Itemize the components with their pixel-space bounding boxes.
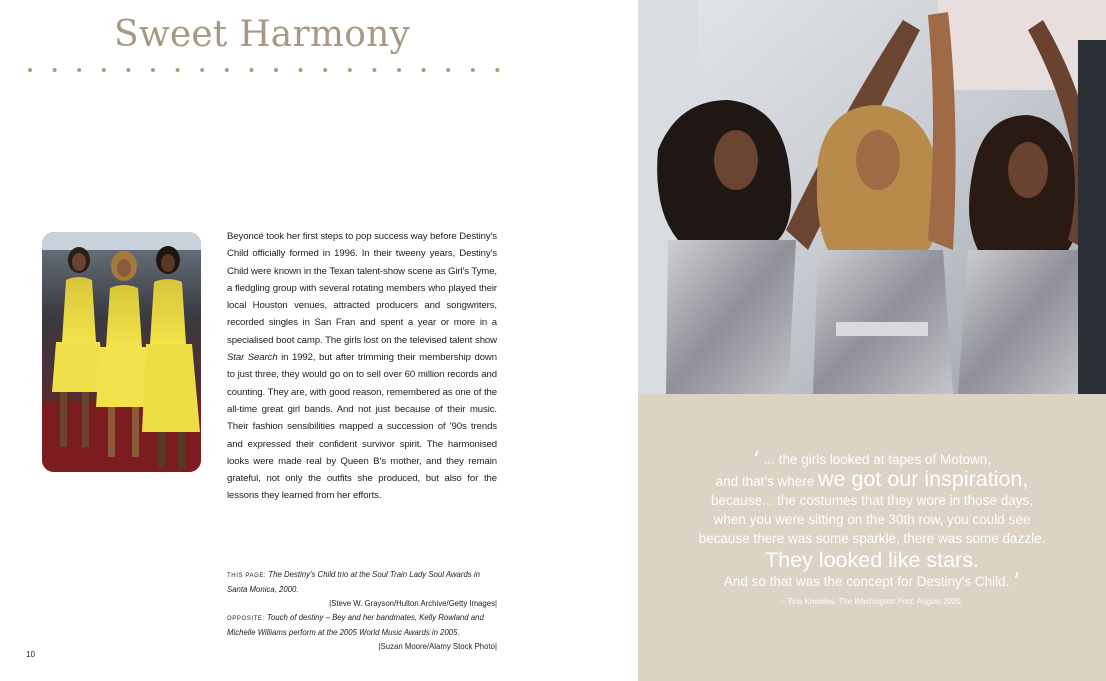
caption-this-page-label: THIS PAGE: <box>227 573 267 579</box>
divider-dot <box>102 68 106 72</box>
body-paragraph <box>227 228 497 505</box>
quote-line-1: ‘ ... the girls looked at tapes of Motown, <box>752 448 992 473</box>
caption-opposite-credit: |Suzan Moore/Alamy Stock Photo| <box>378 642 497 651</box>
hero-photo-world-music-awards <box>638 0 1106 394</box>
divider-dot <box>151 68 155 72</box>
divider-dot <box>495 68 499 72</box>
right-page <box>638 0 1106 681</box>
close-quote-mark: ’ <box>1013 570 1021 595</box>
divider-dot <box>446 68 450 72</box>
divider-dot <box>299 68 303 72</box>
quote-line-6: They looked like stars. <box>765 548 979 572</box>
hero-photo-graphic <box>638 0 1106 394</box>
divider-dot <box>77 68 81 72</box>
divider-dot <box>397 68 401 72</box>
caption-this-page <box>227 568 497 611</box>
inset-photo-graphic <box>42 232 201 472</box>
quote-line-4: when you were sitting on the 30th row, you could see <box>713 512 1031 527</box>
quote-line-7: And so that was the concept for Destiny's Child. ’ <box>723 570 1021 595</box>
divider-dot <box>126 68 130 72</box>
dotted-divider <box>26 66 504 74</box>
attribution-publication: The Washington Post <box>838 597 913 606</box>
divider-dot <box>372 68 376 72</box>
caption-opposite <box>227 611 497 654</box>
body-text-part-1: Beyoncé took her first steps to pop success way before Destiny's Child officially formed in 1996. In their tweeny years, Destiny's Child were known in the Texan talent-show scene as Girl's Tyme, a fledgling group with several rotating members who played their local Houston venues, attracted producers and songwriters, recorded singles in San Fran and spent a year or more in a specialised boot camp. The girls lost on the televised talent show <box>227 231 497 346</box>
photo-captions <box>227 568 497 654</box>
page-title: Sweet Harmony <box>114 14 410 55</box>
quote-line-5: because there was some sparkle, there was some dazzle. <box>698 531 1046 546</box>
body-text-part-2: in 1992, but after trimming their membership down to just three, they would go on to sell over 60 million records and counting. They are, with good reason, remembered as one of the all-time great girl bands. And not just because of their music. Their fashion sensibilities mapped a succession of '90s trends and expressed their confident survivor spirit. The harmonised looks were made real by Queen B's mother, and they remain grateful, not only the outfits she produced, but also for the lessons they learned from her efforts. <box>227 352 497 502</box>
divider-dot <box>471 68 475 72</box>
open-quote-mark: ‘ <box>752 448 760 473</box>
divider-dot <box>176 68 180 72</box>
divider-dot <box>422 68 426 72</box>
quote-attribution: – Tina Knowles, The Washington Post, August 2020. <box>781 597 963 606</box>
pull-quote <box>638 450 1106 609</box>
caption-opposite-text: Touch of destiny – Bey and her bandmates, Kelly Rowland and Michelle Williams perform at the 2005 World Music Awards in 2005. <box>227 613 484 637</box>
quote-emphasis-inspiration: we got our inspiration, <box>818 467 1029 491</box>
quote-line-3: because... the costumes that they wore in those days, <box>711 493 1033 508</box>
caption-this-page-text: The Destiny's Child trio at the Soul Train Lady Soul Awards in Santa Monica, 2000. <box>227 570 480 594</box>
divider-dot <box>225 68 229 72</box>
divider-dot <box>274 68 278 72</box>
inset-photo-soul-train-awards <box>42 232 201 472</box>
page-number: 10 <box>26 650 35 659</box>
divider-dot <box>28 68 32 72</box>
show-name: Star Search <box>227 352 278 364</box>
caption-opposite-label: OPPOSITE: <box>227 616 265 622</box>
quote-line-2: and that's where we got our inspiration, <box>715 467 1029 491</box>
divider-dot <box>53 68 57 72</box>
dotted-divider-graphic <box>26 66 504 74</box>
divider-dot <box>249 68 253 72</box>
caption-this-page-credit: |Steve W. Grayson/Hulton Archive/Getty Images| <box>329 599 497 608</box>
divider-dot <box>323 68 327 72</box>
divider-dot <box>200 68 204 72</box>
divider-dot <box>348 68 352 72</box>
